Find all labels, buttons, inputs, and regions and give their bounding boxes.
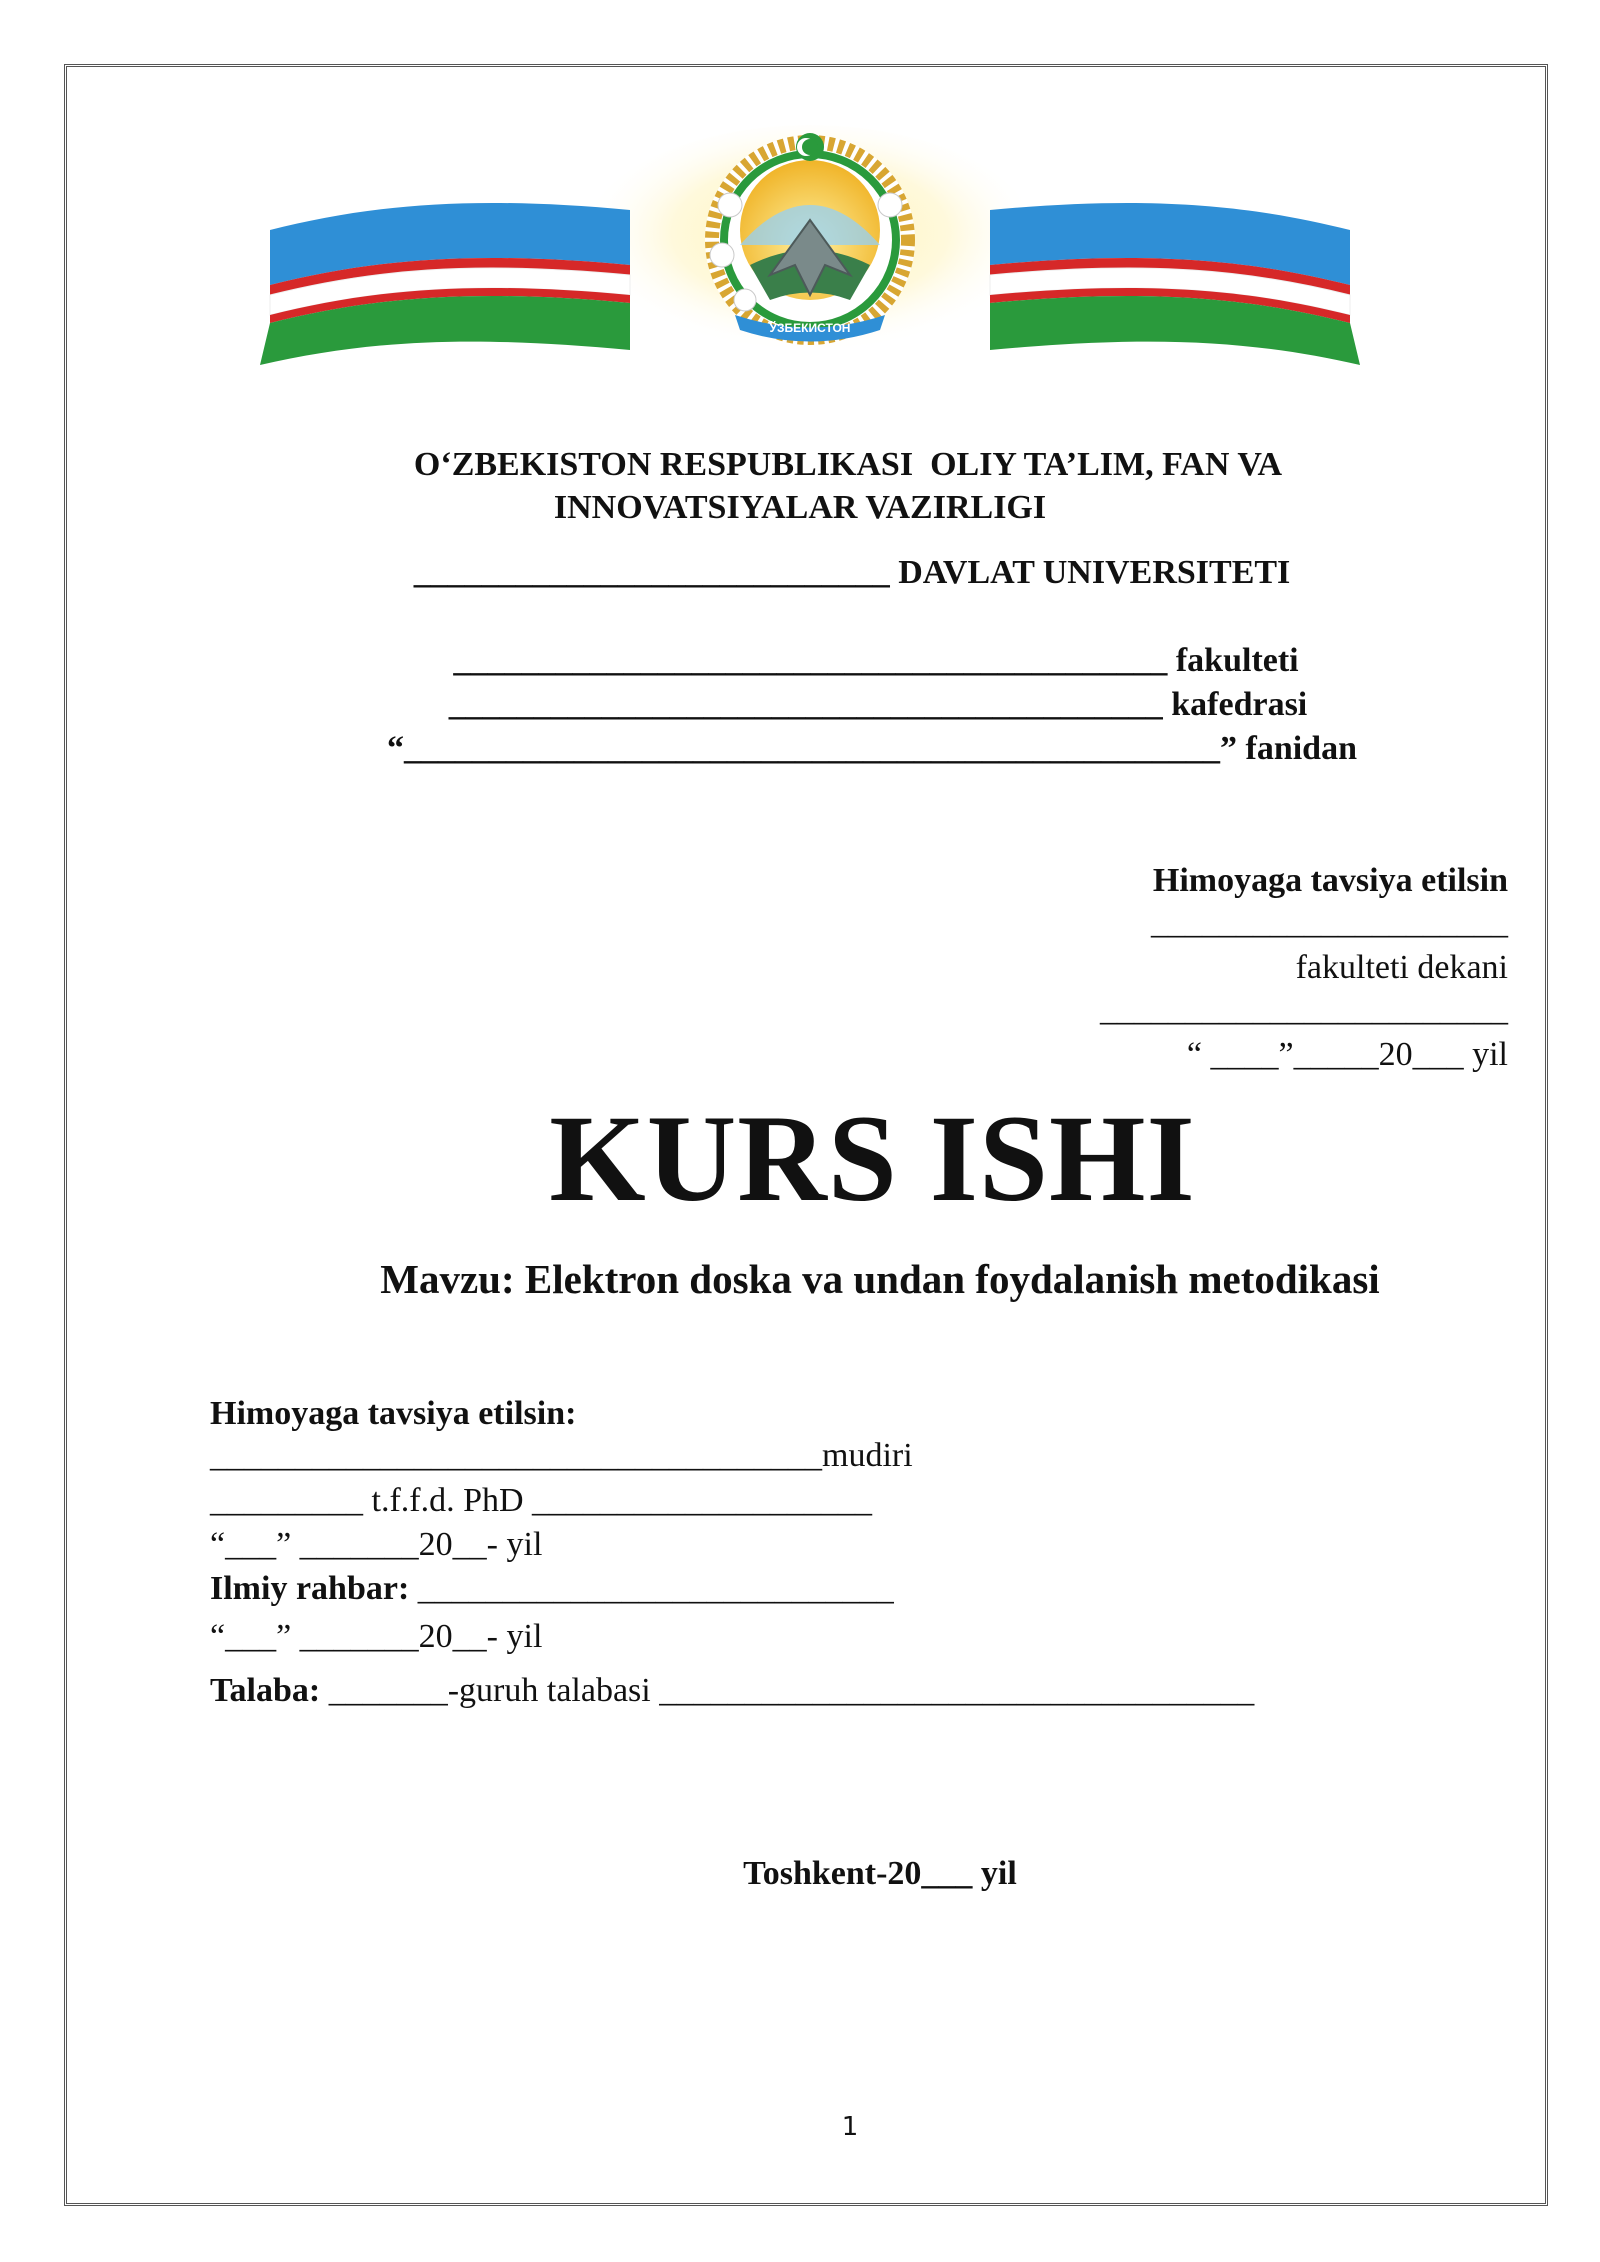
page-number: 1 [841, 2112, 859, 2142]
advisor-label: Ilmiy rahbar: [210, 1570, 410, 1607]
dean-label: fakulteti dekani [1295, 949, 1508, 986]
approval-date: “ ____”_____20___ yil [1186, 1036, 1508, 1073]
defense-heading: Himoyaga tavsiya etilsin: [210, 1395, 577, 1432]
advisor-line: ____________________________ [409, 1570, 894, 1607]
faculty-line: __________________________________________ fakulteti [453, 642, 1299, 679]
date-line-2: “___” _______20__- yil [210, 1618, 543, 1655]
dean-name-line: ________________________ [1100, 991, 1508, 1028]
department-line: __________________________________________ kafedrasi [448, 686, 1308, 723]
svg-text:ЎЗБЕКИСТОН: ЎЗБЕКИСТОН [769, 321, 851, 335]
subject-line: “________________________________________________” fanidan [387, 730, 1357, 767]
approval-signature-line: _____________________ [1151, 904, 1508, 941]
advisor-row [210, 1570, 894, 1608]
ministry-line-2: INNOVATSIYALAR VAZIRLIGI [553, 489, 1047, 526]
student-row [210, 1672, 1254, 1710]
uzbekistan-emblem-flag-image [250, 125, 1370, 365]
topic-line: Mavzu: Elektron doska va undan foydalanish metodikasi [380, 1256, 1380, 1302]
university-line: ____________________________ DAVLAT UNIVERSITETI [413, 554, 1291, 591]
approval-heading: Himoyaga tavsiya etilsin [1152, 862, 1508, 899]
student-line: _______-guruh talabasi ___________________________________ [320, 1672, 1255, 1709]
degree-line: _________ t.f.f.d. PhD ____________________ [210, 1482, 873, 1519]
head-signature-line: ____________________________________mudiri [210, 1437, 913, 1474]
ministry-line-1: O‘ZBEKISTON RESPUBLIKASI OLIY TA’LIM, FAN VA [413, 446, 1283, 483]
document-title: KURS ISHI [549, 1090, 1196, 1227]
student-label: Talaba: [210, 1672, 321, 1709]
city-year-line: Toshkent-20___ yil [743, 1855, 1017, 1892]
date-line-1: “___” _______20__- yil [210, 1526, 543, 1563]
